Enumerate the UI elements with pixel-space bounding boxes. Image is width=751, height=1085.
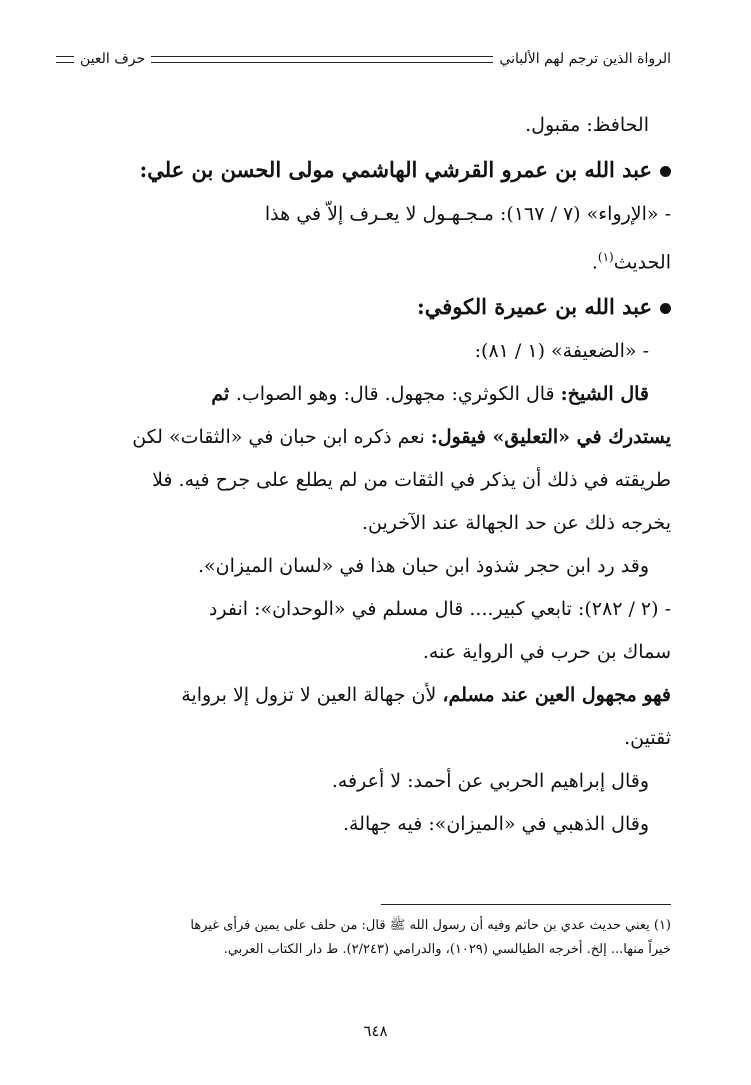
paragraph: - (٢ / ٢٨٢): تابعي كبير.... قال مسلم في «الوحدان»: انفرد <box>208 598 671 621</box>
paragraph <box>56 416 671 459</box>
entry-heading-text: عبد الله بن عمرو القرشي الهاشمي مولى الحسن بن علي: <box>139 157 652 182</box>
bold-text: ثم <box>211 383 236 406</box>
header-rule-end <box>56 56 74 63</box>
entry-heading-text: عبد الله بن عميرة الكوفي: <box>417 294 652 320</box>
bold-text: فهو مجهول العين عند مسلم، <box>442 684 671 707</box>
paragraph <box>56 674 671 717</box>
paragraph: - «الضعيفة» (١ / ٨١): <box>474 340 649 363</box>
paragraph: سماك بن حرب في الرواية عنه. <box>422 641 671 664</box>
paragraph: وقال الذهبي في «الميزان»: فيه جهالة. <box>342 813 649 836</box>
bold-lead: قال الشيخ: <box>560 383 649 406</box>
paragraph: الحافظ: مقبول. <box>525 114 649 136</box>
bullet-icon <box>660 303 671 314</box>
paragraph-text: . <box>591 251 598 274</box>
footnotes <box>56 914 671 962</box>
header-book-title: الرواة الذين ترجم لهم الألباني <box>499 51 671 67</box>
bold-text: يستدرك في «التعليق» فيقول: <box>430 426 671 449</box>
paragraph <box>56 236 671 284</box>
footnote-line: خيراً منها... إلخ. أخرجه الطيالسي (١٠٢٩)، والدرامي (٢/٢٤٣). ط دار الكتاب العربي. <box>223 942 671 957</box>
paragraph-text: قال الكوثري: مجهول. قال: وهو الصواب. <box>235 383 561 406</box>
entry-heading <box>56 147 671 193</box>
paragraph: طريقته في ذلك أن يذكر في الثقات من لم يطلع على جرح فيه. فلا <box>152 469 671 492</box>
paragraph: وقال إبراهيم الحربي عن أحمد: لا أعرفه. <box>331 770 649 793</box>
page-number: ٦٤٨ <box>363 1022 388 1040</box>
entry-heading <box>56 284 671 330</box>
running-header <box>56 46 671 72</box>
paragraph: وقد رد ابن حجر شذوذ ابن حبان هذا في «لسان الميزان». <box>197 555 649 578</box>
main-text <box>56 104 671 846</box>
header-section: حرف العين <box>80 51 146 67</box>
header-rule <box>151 56 493 63</box>
bullet-icon <box>660 166 671 177</box>
paragraph-text: لأن جهالة العين لا تزول إلا برواية <box>181 684 443 707</box>
paragraph-text: الحديث <box>613 251 671 274</box>
paragraph-text: نعم ذكره ابن حبان في «الثقات» لكن <box>132 426 431 449</box>
paragraph <box>56 373 671 416</box>
footnote-ref[interactable]: (١) <box>597 250 614 264</box>
paragraph: ثقتين. <box>624 727 671 750</box>
paragraph: - «الإرواء» (٧ / ١٦٧): مـجـهـول لا يعـرف إلاّ في هذا <box>264 203 671 225</box>
footnote-line: (١) يعني حديث عدي بن حاتم وفيه أن رسول الله ﷺ قال: من حلف على يمين فرأى غيرها <box>190 918 671 933</box>
paragraph: يخرجه ذلك عن حد الجهالة عند الآخرين. <box>361 512 671 535</box>
footnote-separator <box>381 904 671 905</box>
